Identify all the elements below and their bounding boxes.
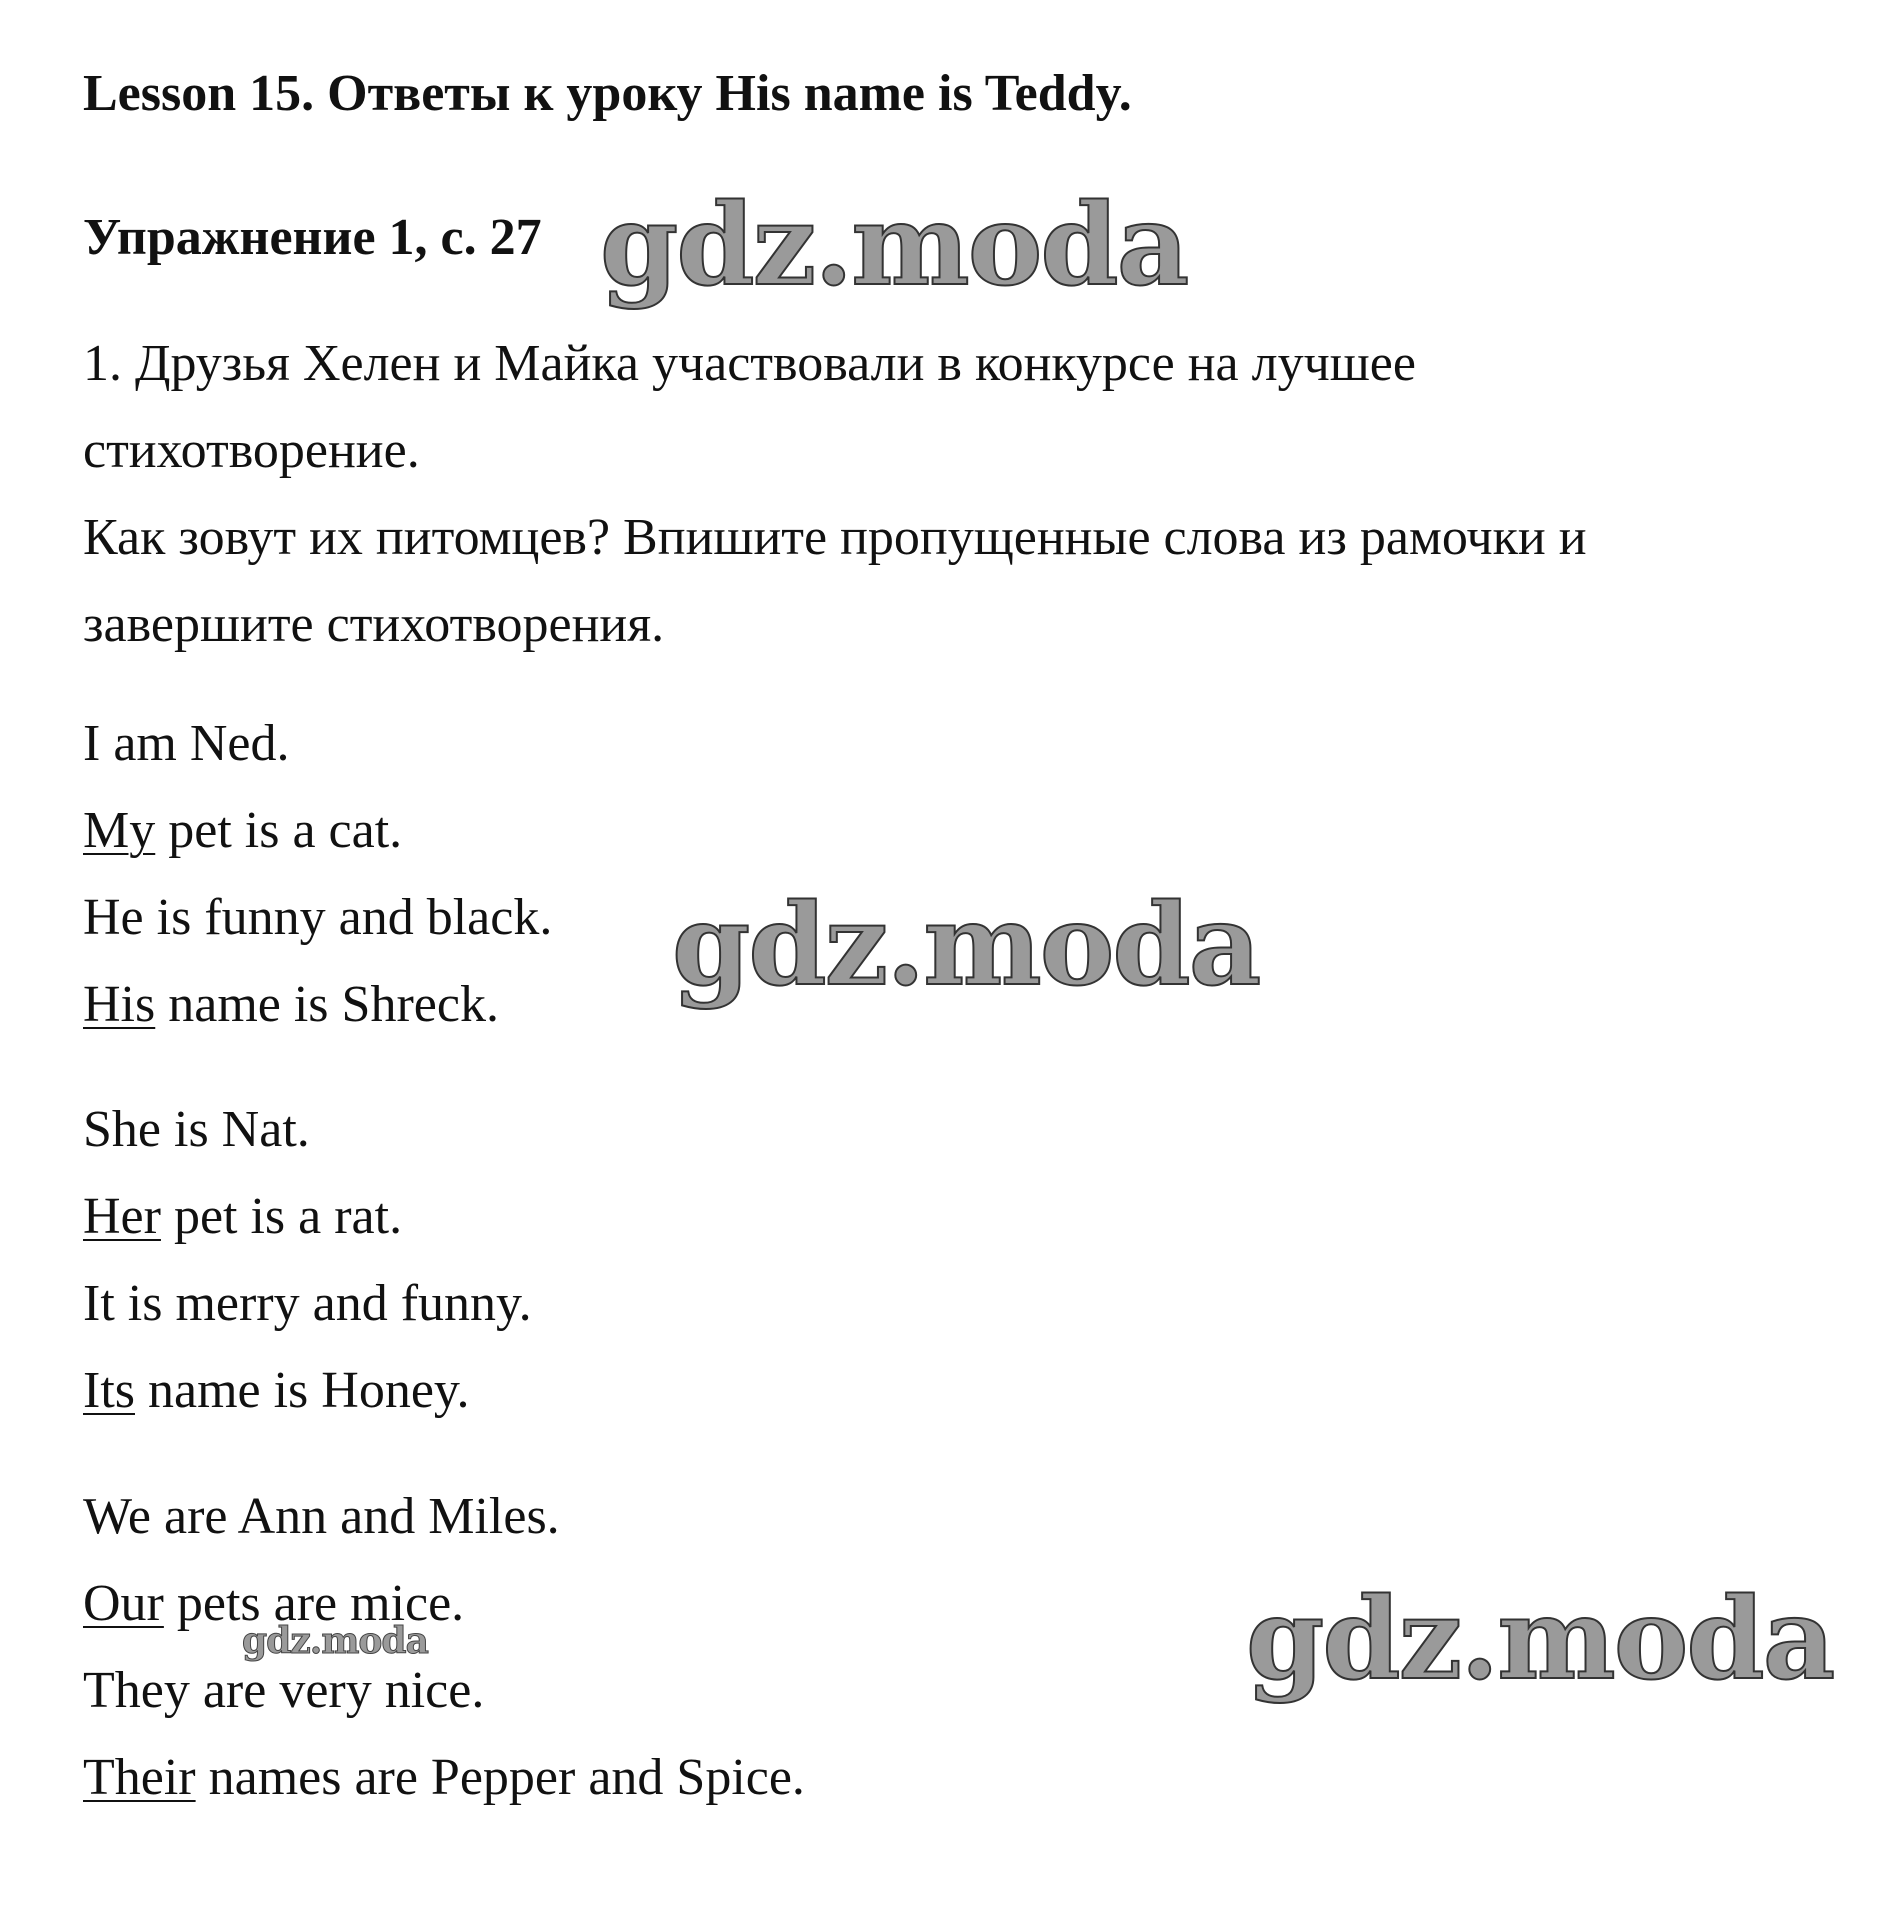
poem-line-text: pets are mice. [163,1575,465,1632]
answer-word: My [83,802,156,859]
poem-ned [83,700,552,1048]
poem-line-text: name is Shreck. [155,976,499,1033]
answer-word: Its [83,1362,135,1419]
poem-line-text: pet is a rat. [160,1188,403,1245]
poem-line [83,1173,532,1260]
answer-word: Our [83,1575,164,1632]
watermark: gdz.moda [600,180,1188,311]
watermark: gdz.moda [1246,1574,1834,1705]
poem-line: We are Ann and Miles. [83,1488,560,1545]
task-line: 1. Друзья Хелен и Майка участвовали в конкурсе на лучшее [83,335,1416,392]
answer-word: Their [83,1749,196,1806]
poem-ann-miles [83,1473,805,1821]
poem-line [83,1734,805,1821]
poem-line: She is Nat. [83,1101,310,1158]
task-line: завершите стихотворения. [83,596,665,653]
poem-line [83,1560,805,1647]
poem-line-text: name is Honey. [135,1362,470,1419]
task-line: Как зовут их питомцев? Впишите пропущенные слова из рамочки и [83,509,1587,566]
poem-line [83,961,552,1048]
poem-line-text: names are Pepper and Spice. [195,1749,805,1806]
poem-line: I am Ned. [83,715,290,772]
lesson-title: Lesson 15. Ответы к уроку His name is Teddy. [83,65,1132,122]
answer-word: His [83,976,156,1033]
answer-word: Her [83,1188,161,1245]
exercise-heading: Упражнение 1, с. 27 [83,209,542,266]
poem-line [83,787,552,874]
task-instructions [83,320,1843,668]
watermark-small: gdz.moda [242,1620,428,1662]
poem-line: They are very nice. [83,1662,485,1719]
task-line: стихотворение. [83,422,420,479]
poem-line: It is merry and funny. [83,1275,532,1332]
poem-nat [83,1086,532,1434]
poem-line: He is funny and black. [83,889,553,946]
watermark: gdz.moda [672,880,1260,1011]
poem-line-text: pet is a cat. [155,802,403,859]
poem-line [83,1347,532,1434]
